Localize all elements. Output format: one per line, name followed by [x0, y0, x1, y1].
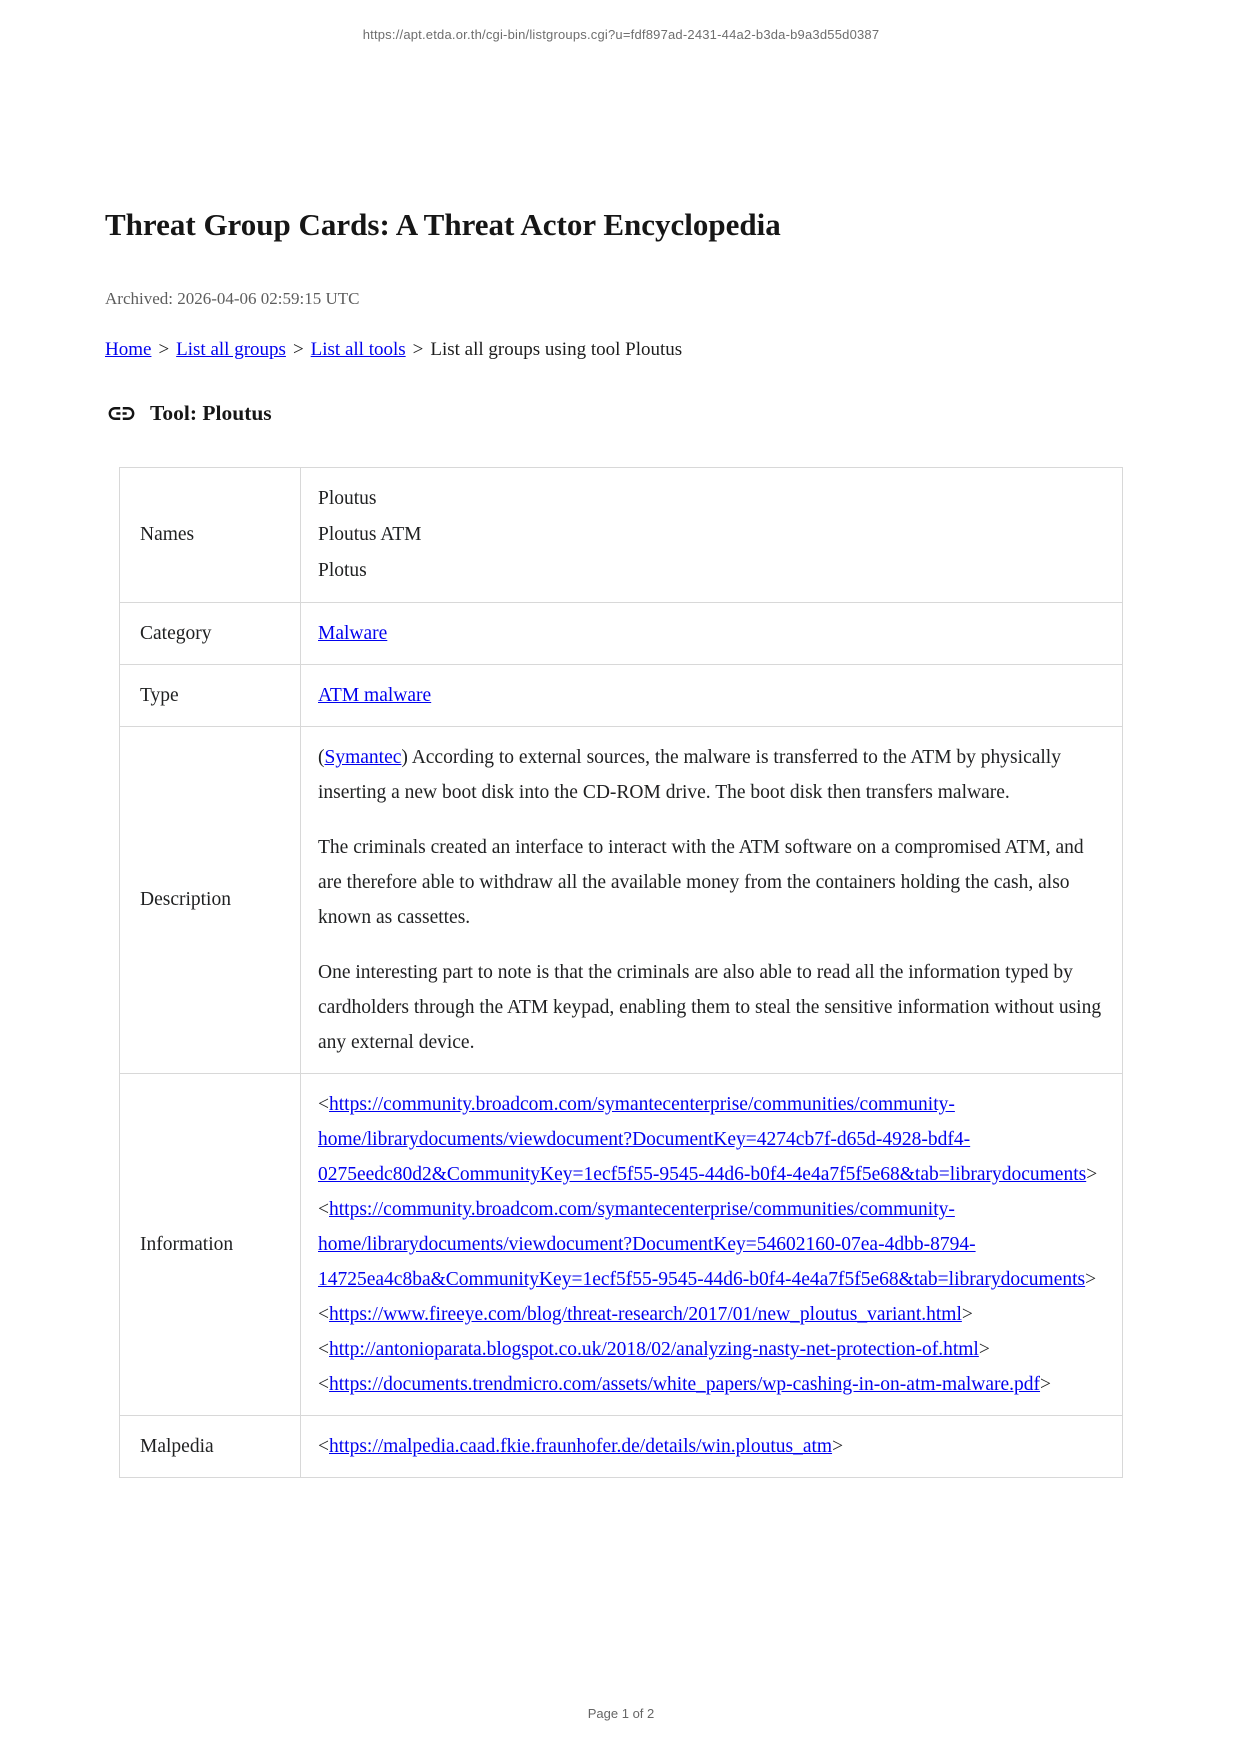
angle-bracket: > — [978, 1339, 990, 1360]
angle-bracket: < — [318, 1199, 329, 1220]
row-value-type — [301, 665, 1123, 727]
row-label-names: Names — [120, 468, 301, 603]
table-row-malpedia — [120, 1416, 1123, 1478]
information-link[interactable]: https://documents.trendmicro.com/assets/white_papers/wp-cashing-in-on-atm-malware.pdf — [329, 1374, 1041, 1395]
angle-bracket: < — [318, 1094, 329, 1115]
information-link-item — [318, 1192, 1102, 1297]
information-link-item — [318, 1332, 1102, 1367]
breadcrumb-separator: > — [292, 339, 304, 360]
table-row-type — [120, 665, 1123, 727]
page-number: Page 1 of 2 — [587, 1706, 655, 1721]
angle-bracket: < — [318, 1436, 329, 1457]
tool-detail-table — [119, 467, 1123, 1478]
description-paragraph — [318, 740, 1102, 810]
table-row-information — [120, 1074, 1123, 1416]
angle-bracket: > — [1085, 1269, 1097, 1290]
description-text: ) According to external sources, the malware is transferred to the ATM by physically inserting a new boot disk into the CD-ROM drive. The boot disk then transfers malware. — [318, 747, 1061, 803]
category-link[interactable]: Malware — [318, 623, 388, 644]
row-label-malpedia: Malpedia — [120, 1416, 301, 1478]
breadcrumb-link-home[interactable]: Home — [105, 339, 152, 360]
tool-name: Plotus — [318, 560, 367, 581]
angle-bracket: > — [1040, 1374, 1052, 1395]
angle-bracket: > — [1086, 1164, 1098, 1185]
table-row-names — [120, 468, 1123, 603]
row-value-information — [301, 1074, 1123, 1416]
row-label-description: Description — [120, 727, 301, 1074]
information-link-item — [318, 1087, 1102, 1192]
breadcrumb-current: List all groups using tool Ploutus — [430, 339, 683, 360]
row-label-category: Category — [120, 603, 301, 665]
information-link[interactable]: https://www.fireeye.com/blog/threat-research/2017/01/new_ploutus_variant.html — [329, 1304, 962, 1325]
description-paragraph: One interesting part to note is that the criminals are also able to read all the information typed by cardholders through the ATM keypad, enabling them to steal the sensitive information without using any external device. — [318, 962, 1102, 1053]
breadcrumb-separator: > — [158, 339, 170, 360]
information-link-item — [318, 1367, 1102, 1402]
angle-bracket: > — [961, 1304, 973, 1325]
symantec-source-link[interactable]: Symantec — [324, 747, 402, 768]
row-value-malpedia — [301, 1416, 1123, 1478]
archived-timestamp: Archived: 2026-04-06 02:59:15 UTC — [105, 289, 360, 308]
angle-bracket: > — [832, 1436, 844, 1457]
information-link[interactable]: https://community.broadcom.com/symantecenterprise/communities/community-home/librarydocuments/viewdocument?DocumentKey=4274cb7f-d65d-4928-bdf4-0275eedc80d2&CommunityKey=1ecf5f55-9545-44d6-b0f4-4e4a7f5f5e68&tab=librarydocuments — [318, 1094, 1087, 1185]
paren-open: ( — [318, 747, 325, 768]
information-link[interactable]: http://antonioparata.blogspot.co.uk/2018/02/analyzing-nasty-net-protection-of.html — [329, 1339, 979, 1360]
table-row-description — [120, 727, 1123, 1074]
angle-bracket: < — [318, 1339, 329, 1360]
row-value-names — [301, 468, 1123, 603]
angle-bracket: < — [318, 1304, 329, 1325]
information-link[interactable]: https://community.broadcom.com/symantecenterprise/communities/community-home/librarydocuments/viewdocument?DocumentKey=54602160-07ea-4dbb-8794-14725ea4c8ba&CommunityKey=1ecf5f55-9545-44d6-b0f4-4e4a7f5f5e68&tab=librarydocuments — [318, 1199, 1086, 1290]
type-link[interactable]: ATM malware — [318, 685, 432, 706]
angle-bracket: < — [318, 1374, 329, 1395]
tool-name: Ploutus ATM — [318, 524, 422, 545]
description-paragraph: The criminals created an interface to interact with the ATM software on a compromised ATM, and are therefore able to withdraw all the available money from the containers holding the cash, also known as cassettes. — [318, 837, 1084, 928]
tool-heading-label: Tool: Ploutus — [150, 401, 272, 425]
row-label-information: Information — [120, 1074, 301, 1416]
link-icon — [106, 398, 137, 429]
malpedia-link[interactable]: https://malpedia.caad.fkie.fraunhofer.de/details/win.ploutus_atm — [329, 1436, 833, 1457]
tool-name: Ploutus — [318, 488, 377, 509]
breadcrumb-link-list-all-groups[interactable]: List all groups — [176, 339, 286, 360]
breadcrumb — [105, 339, 682, 361]
breadcrumb-link-list-all-tools[interactable]: List all tools — [310, 339, 406, 360]
row-label-type: Type — [120, 665, 301, 727]
breadcrumb-separator: > — [412, 339, 424, 360]
row-value-description — [301, 727, 1123, 1074]
information-link-item — [318, 1297, 1102, 1332]
tool-section-heading — [106, 398, 272, 429]
row-value-category — [301, 603, 1123, 665]
table-row-category — [120, 603, 1123, 665]
page-title: Threat Group Cards: A Threat Actor Encyclopedia — [105, 207, 781, 242]
print-header-url: https://apt.etda.or.th/cgi-bin/listgroups.cgi?u=fdf897ad-2431-44a2-b3da-b9a3d55d0387 — [362, 27, 880, 42]
